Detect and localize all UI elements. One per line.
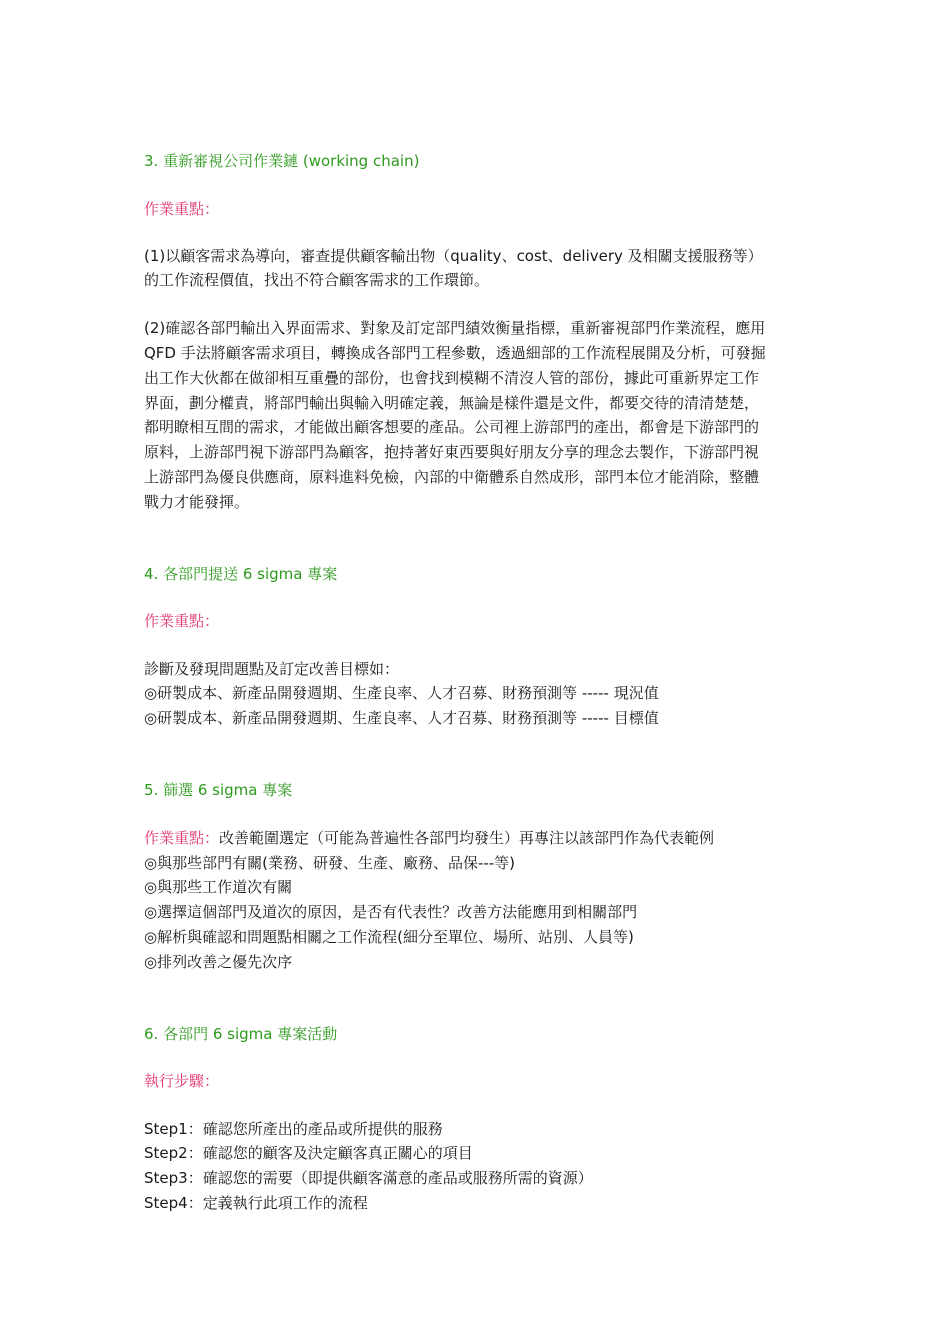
- section-3-paragraph-2-line: 戰力才能發揮。: [144, 493, 250, 511]
- section-4-heading: 4. 各部門提送 6 sigma 專案: [144, 565, 338, 583]
- section-6-step: Step3：確認您的需要（即提供顧客滿意的產品或服務所需的資源）: [144, 1169, 593, 1187]
- section-3-heading: 3. 重新審視公司作業鏈 (working chain): [144, 152, 420, 170]
- section-4-line: 診斷及發現問題點及訂定改善目標如：: [144, 660, 400, 678]
- section-3-paragraph-2-line: QFD 手法將顧客需求項目，轉換成各部門工程參數，透過細部的工作流程展開及分析，可發掘: [144, 344, 766, 362]
- section-5-line: ◎與那些工作道次有關: [144, 878, 293, 896]
- section-4-line: ◎研製成本、新產品開發週期、生產良率、人才召募、財務預測等 ----- 目標值: [144, 709, 659, 727]
- section-5-line: ◎解析與確認和問題點相關之工作流程(細分至單位、場所、站別、人員等): [144, 928, 634, 946]
- section-6-step: Step4：定義執行此項工作的流程: [144, 1194, 368, 1212]
- section-3-paragraph-1-line: 的工作流程價值，找出不符合顧客需求的工作環節。: [144, 271, 490, 289]
- section-5-line: ◎與那些部門有關(業務、研發、生產、廠務、品保---等): [144, 854, 516, 872]
- section-3-paragraph-2-line: 原料，上游部門視下游部門為顧客，抱持著好東西要與好朋友分享的理念去製作，下游部門視: [144, 443, 760, 461]
- section-3-paragraph-1-line: (1)以顧客需求為導向，審查提供顧客輸出物（quality、cost、delivery 及相關支援服務等）: [144, 247, 763, 265]
- section-5-line: ◎選擇這個部門及道次的原因，是否有代表性？改善方法能應用到相關部門: [144, 903, 638, 921]
- section-3-focus-label: 作業重點：: [144, 200, 220, 218]
- section-6-steps-label: 執行步驟：: [144, 1072, 220, 1090]
- section-5-heading: 5. 篩選 6 sigma 專案: [144, 781, 293, 799]
- section-5-focus-line: [144, 826, 714, 851]
- section-3-paragraph-2-line: 都明瞭相互間的需求，才能做出顧客想要的產品。公司裡上游部門的產出，都會是下游部門的: [144, 418, 760, 436]
- section-3-paragraph-2-line: (2)確認各部門輸出入界面需求、對象及訂定部門績效衡量指標，重新審視部門作業流程，應用: [144, 319, 766, 337]
- section-6-step: Step2：確認您的顧客及決定顧客真正關心的項目: [144, 1144, 473, 1162]
- section-5-focus-label: 作業重點：: [144, 829, 220, 847]
- section-3-paragraph-2-line: 界面，劃分權責，將部門輸出與輸入明確定義，無論是樣件還是文件，都要交待的清清楚楚，: [144, 394, 760, 412]
- section-4-line: ◎研製成本、新產品開發週期、生產良率、人才召募、財務預測等 ----- 現況值: [144, 684, 659, 702]
- section-4-focus-label: 作業重點：: [144, 612, 220, 630]
- section-3-paragraph-2-line: 出工作大伙都在做卻相互重疊的部份，也會找到模糊不清沒人管的部份，據此可重新界定工作: [144, 369, 760, 387]
- section-5-focus-text: 改善範圍選定（可能為普遍性各部門均發生）再專注以該部門作為代表範例: [219, 829, 715, 847]
- section-5-line: ◎排列改善之優先次序: [144, 953, 293, 971]
- section-6-heading: 6. 各部門 6 sigma 專案活動: [144, 1025, 338, 1043]
- section-6-step: Step1：確認您所產出的產品或所提供的服務: [144, 1120, 443, 1138]
- section-3-paragraph-2-line: 上游部門為優良供應商，原料進料免檢，內部的中衛體系自然成形，部門本位才能消除，整體: [144, 468, 760, 486]
